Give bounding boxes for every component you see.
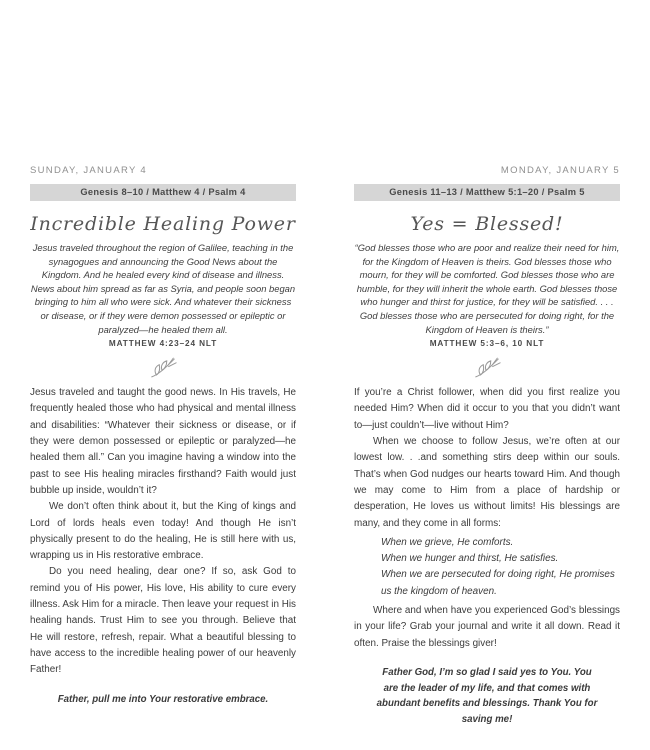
left-devotion-title: Incredible Healing Power [30, 213, 296, 235]
right-scripture-reference: MATTHEW 5:3–6, 10 NLT [429, 339, 545, 349]
blessing-line: When we grieve, He comforts. [381, 536, 514, 548]
right-body-text [354, 385, 620, 652]
right-devotion-title: Yes = Blessed! [410, 213, 564, 235]
left-date-header: SUNDAY, JANUARY 4 [30, 165, 147, 176]
blessing-line: When we are persecuted for doing right, He promises us the kingdom of heaven. [381, 569, 615, 597]
left-page [30, 164, 296, 707]
paragraph: When we choose to follow Jesus, we’re often at our lowest low. . .and something stirs deep within our souls. That’s when God nudges our hearts toward Him. And though we may come to Him from a place of hardship or desperation, He loves us without limits! His blessings are many, and they come in all forms: [354, 436, 620, 529]
right-page [354, 164, 620, 727]
left-closing-prayer: Father, pull me into Your restorative embrace. [57, 693, 269, 705]
paragraph: Jesus traveled and taught the good news. In His travels, He frequently healed those who had physical and mental illness and disabilities: “Whatever their sickness or disease, or if they were demon possessed or epileptic or paralyzed—he healed them all.” Can you imagine having a window into the past to see His healing miracles firsthand? Faith would just bubble up inside, wouldn’t it? [30, 387, 296, 496]
left-scripture-passage: Jesus traveled throughout the region of Galilee, teaching in the synagogues and announcing the Good News about the Kingdom. And he healed every kind of disease and illness. News about him spread as far as Syria, and people soon began bringing to him all who were sick. And whatever their sickness or disease, or if they were demon possessed or epileptic or paralyzed—he healed them all. [30, 242, 296, 335]
left-readings-bar: Genesis 8–10 / Matthew 4 / Psalm 4 [30, 184, 296, 201]
left-scripture-reference: MATTHEW 4:23–24 NLT [108, 339, 218, 349]
left-body-text [30, 385, 296, 678]
blessings-list [381, 535, 620, 600]
paragraph: If you’re a Christ follower, when did you first realize you needed Him? When did it occur to you that you didn’t want to—just couldn’t—live without Him? [354, 387, 620, 431]
paragraph: Do you need healing, dear one? If so, ask God to remind you of His power, His love, His ability to cure every illness. Ask Him for a miracle. Then leave your request in His healing hands. Trust Him to see you through. Believe that He will restore, refresh, repair. What a beautiful blessing to have access to the incredible healing power of our heavenly Father! [30, 566, 296, 676]
paragraph: We don’t often think about it, but the King of kings and Lord of lords heals even today! And though He isn’t physically present to do the healing, He is still here with us, wrapping us in His restorative embrace. [30, 501, 296, 562]
right-date-header: MONDAY, JANUARY 5 [500, 165, 620, 176]
right-readings-bar: Genesis 11–13 / Matthew 5:1–20 / Psalm 5 [354, 184, 620, 201]
leaf-sprig-icon [30, 355, 296, 380]
leaf-sprig-icon [354, 355, 620, 380]
right-scripture-passage: “God blesses those who are poor and realize their need for him, for the Kingdom of Heaven is theirs. God blesses those who mourn, for they will be comforted. God blesses those who are humble, for they will inherit the whole earth. God blesses those who hunger and thirst for justice, for they will be satisfied. . . . God blesses those who are persecuted for doing right, for the Kingdom of Heaven is theirs.” [354, 242, 620, 335]
paragraph: Where and when have you experienced God’s blessings in your life? Grab your journal and write it all down. Read it often. Praise the blessings giver! [354, 605, 620, 649]
right-closing-prayer: Father God, I’m so glad I said yes to You. You are the leader of my life, and that comes with abundant benefits and blessings. Thank You for saving me! [376, 666, 598, 725]
blessing-line: When we hunger and thirst, He satisfies. [381, 553, 559, 565]
